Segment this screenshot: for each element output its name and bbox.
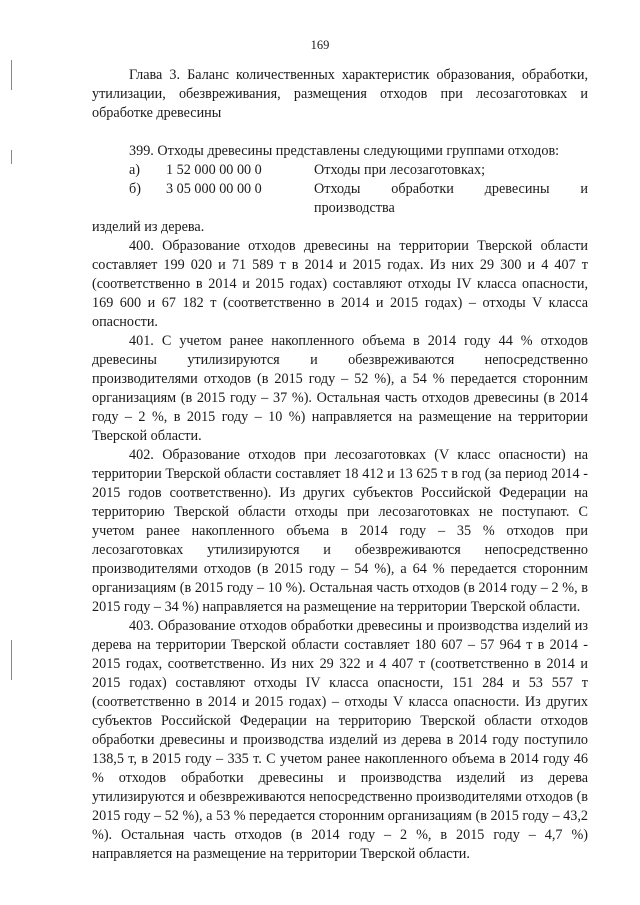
paragraph-401: 401. С учетом ранее накопленного объема в 2014 году 44 % отходов древесины утилизируются и обезвреживаются непосредственно производителями отходов (в 2015 году – 52 %), а 54 % передается сторонним организациям (в 2015 году – 37 %). Остальная часть отходов древесины (в 2014 году – 2 %, в 2015 году – 10 %) направляется на размещение на территории Тверской области. [92,333,588,444]
scan-artifact [11,60,12,90]
list-item-a [92,161,588,180]
waste-code: 3 05 000 00 00 0 [166,181,262,197]
list-item-b-continuation: изделий из дерева. [92,219,205,235]
scan-artifact [11,150,12,164]
list-item-b [92,180,588,218]
list-text: Отходы обработки древесины и производства [314,181,588,216]
list-text: Отходы при лесозаготовках; [314,162,486,178]
paragraph-402: 402. Образование отходов при лесозаготовках (V класс опасности) на территории Тверской области составляет 18 412 и 13 625 т в год (за период 2014 - 2015 годов соответственно). Из других субъектов Российской Федерации на территорию Тверской области отходы при лесозаготовках не поступают. С учетом ранее накопленного объема в 2014 году – 35 % отходов при лесозаготовках утилизируются и обезвреживаются непосредственно производителями отходов (в 2015 году – 54 %), а 64 % передается сторонним организациям (в 2015 году – 10 %). Остальная часть отходов (в 2014 году – 2 %, в 2015 году – 34 %) направляется на размещение на территории Тверской области. [92,447,588,615]
paragraph-403: 403. Образование отходов обработки древесины и производства изделий из дерева на территории Тверской области составляет 180 607 – 57 964 т в 2014 - 2015 годах, соответственно. Из них 29 322 и 4 407 т (соответственно в 2014 и 2015 годах) составляют отходы IV класса опасности, 151 284 и 53 557 т (соответственно в 2014 и 2015 годах) – отходы V класса опасности. Из других субъектов Российской Федерации на территорию Тверской области отходов обработки древесины и производства изделий из дерева в 2014 году поступило 138,5 т, в 2015 году – 335 т. С учетом ранее накопленного объема в 2014 году 46 % отходов обработки древесины и производства изделий из дерева утилизируются и обезвреживаются непосредственно производителями отходов (в 2015 году – 52 %), а 53 % передается сторонним организациям (в 2015 году – 43,2 %). Остальная часть отходов (в 2014 году – 2 %, в 2015 году – 4,7 %) направляется на размещение на территории Тверской области. [92,618,588,862]
paragraph-399-intro: 399. Отходы древесины представлены следующими группами отходов: [129,143,560,159]
document-body [92,66,588,864]
paragraph-400: 400. Образование отходов древесины на территории Тверской области составляет 199 020 и 71 589 т в 2014 и 2015 годах. Из них 29 300 и 4 407 т (соответственно в 2014 и 2015 годах) составляют отходы IV класса опасности, 169 600 и 67 182 т (соответственно в 2014 и 2015 годах) – отходы V класса опасности. [92,238,588,330]
waste-code: 1 52 000 00 00 0 [166,162,262,178]
page-number: 169 [310,38,330,52]
chapter-heading: Глава 3. Баланс количественных характеристик образования, обработки, утилизации, обезвреживания, размещения отходов при лесозаготовках и обработке древесины [92,67,588,121]
list-marker: а) [129,162,141,178]
list-marker: б) [129,181,141,197]
scan-artifact [11,640,12,680]
